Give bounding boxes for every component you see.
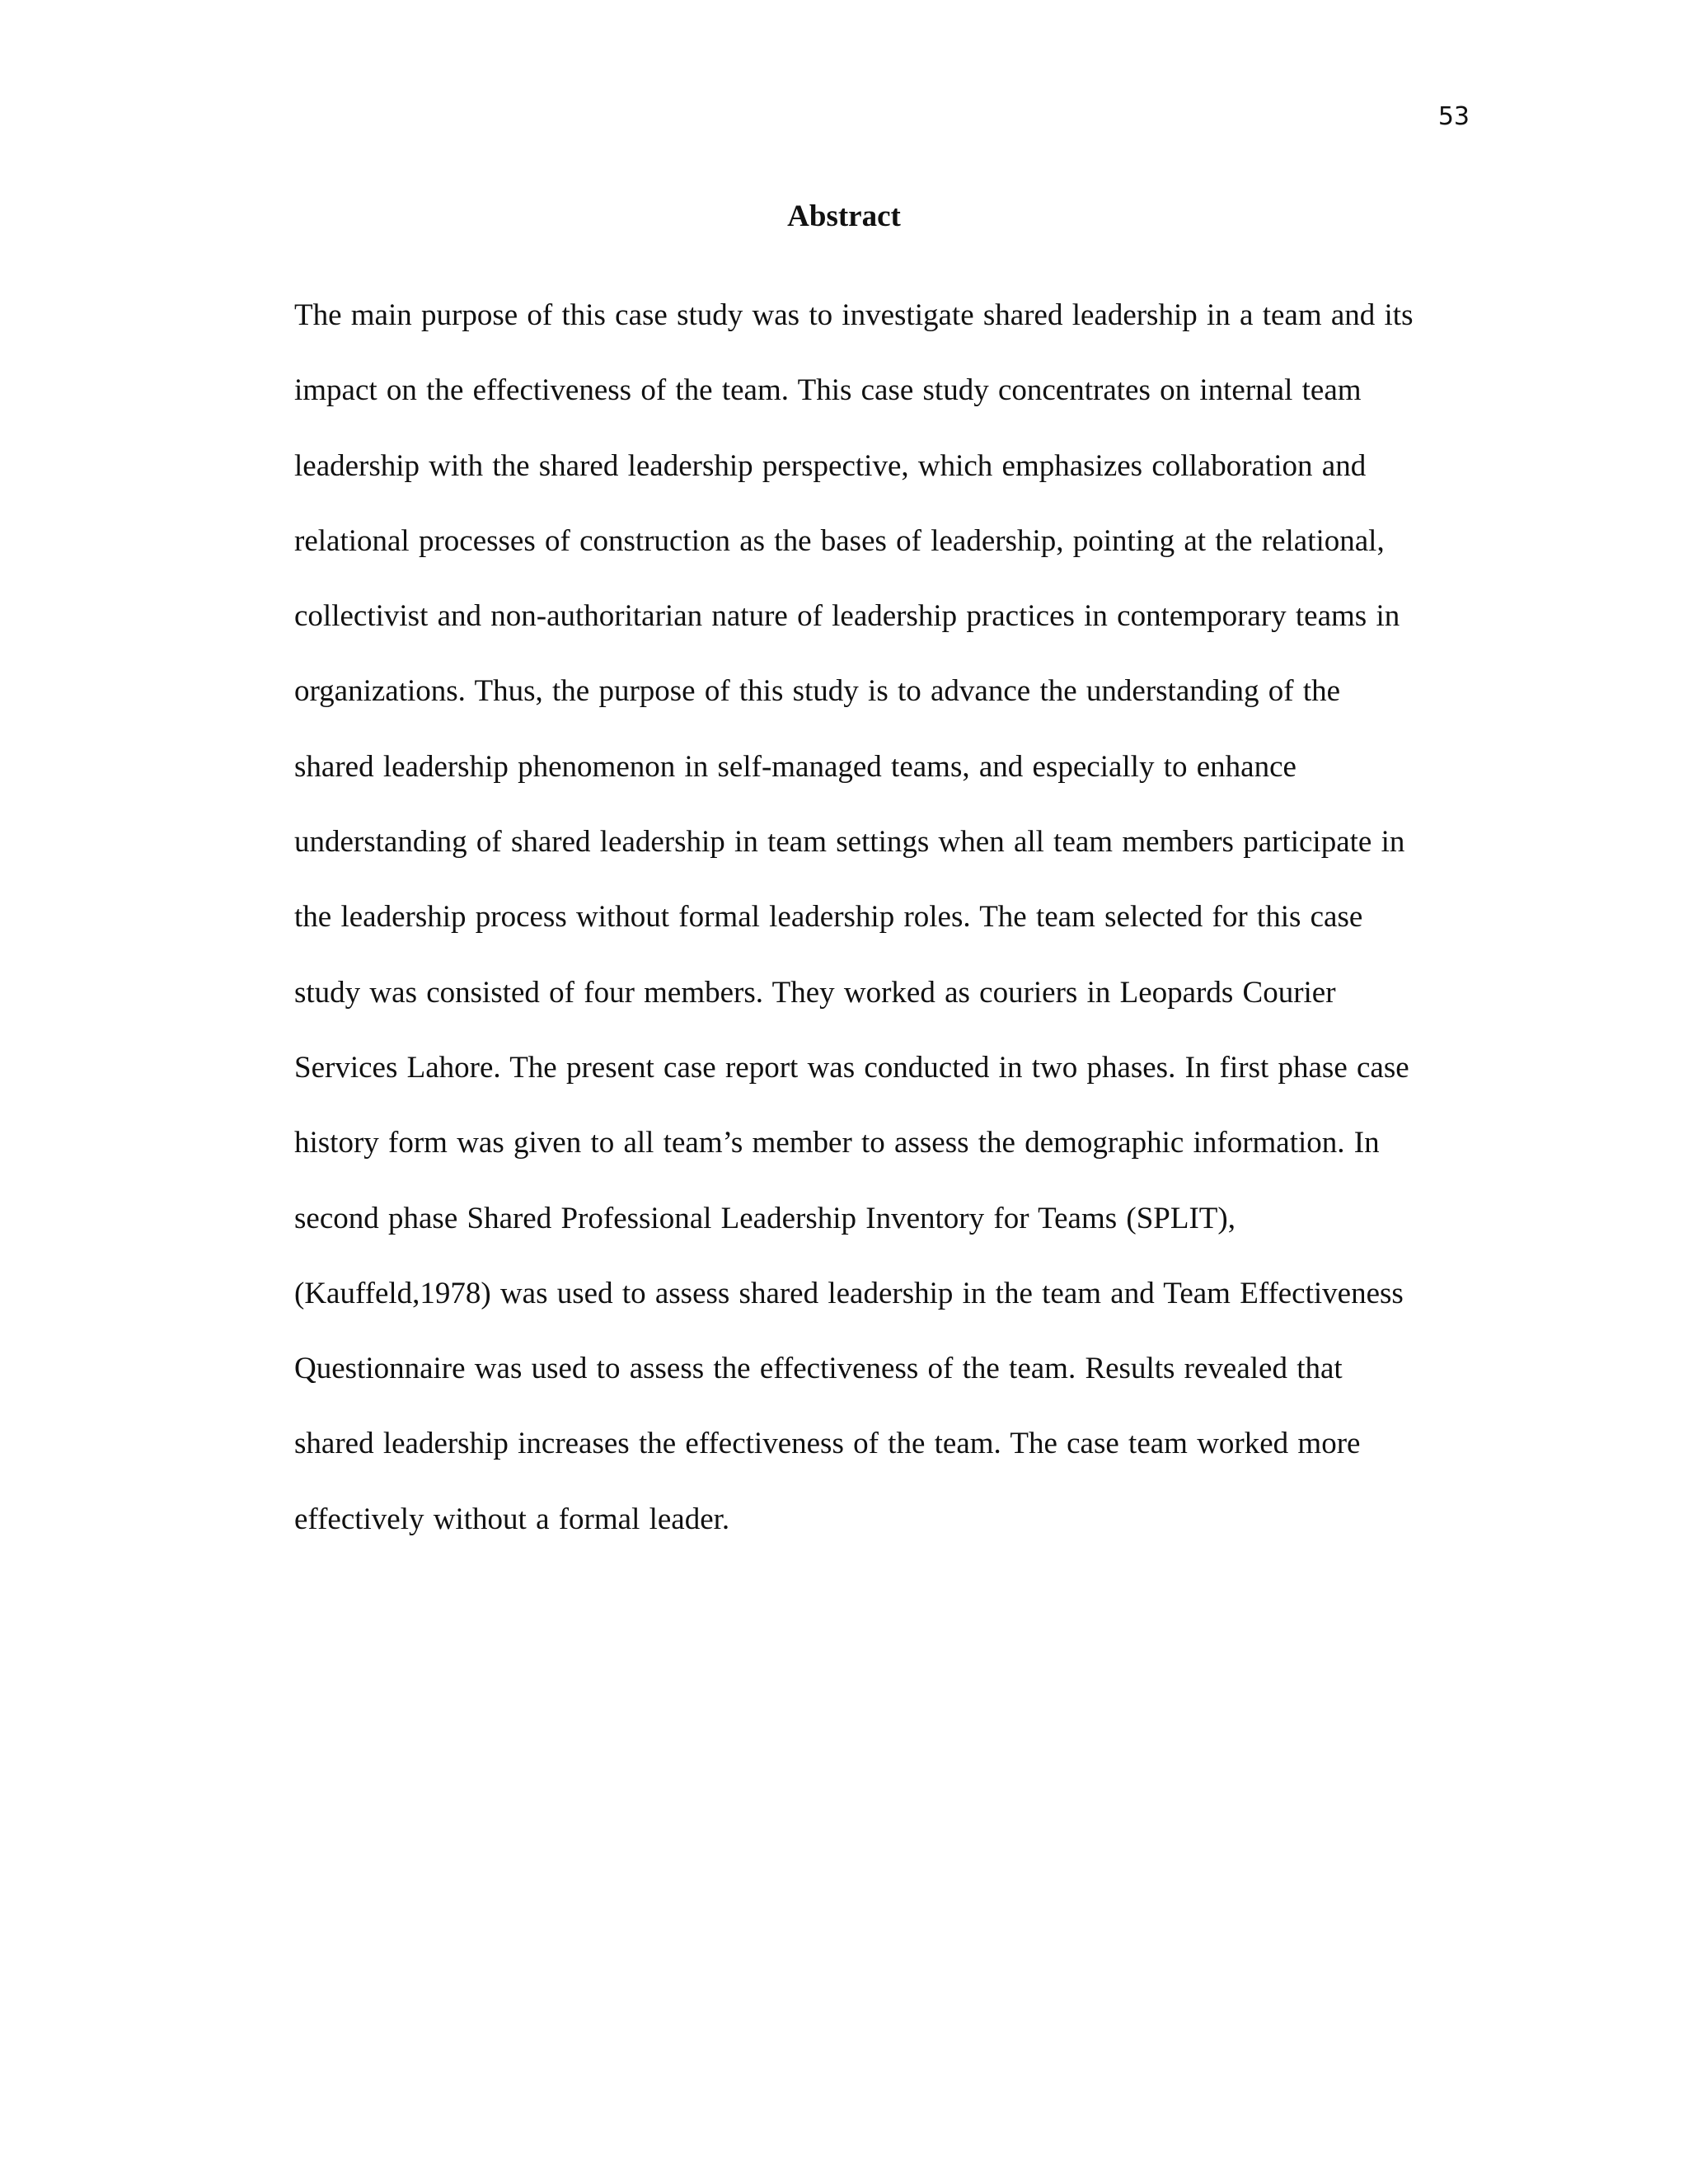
- abstract-line: second phase Shared Professional Leadership Inventory for Teams (SPLIT),: [294, 1201, 1236, 1235]
- page-number: 53: [1437, 102, 1470, 131]
- abstract-paragraph: [294, 295, 1481, 1574]
- abstract-line: effectively without a formal leader.: [294, 1502, 730, 1536]
- abstract-line: (Kauffeld,1978) was used to assess shared leadership in the team and Team Effectiveness: [294, 1276, 1404, 1310]
- abstract-line: organizations. Thus, the purpose of this study is to advance the understanding of the: [294, 674, 1341, 709]
- abstract-line: The main purpose of this case study was to investigate shared leadership in a team and its: [294, 298, 1414, 332]
- abstract-line: understanding of shared leadership in team settings when all team members participate in: [294, 825, 1405, 860]
- abstract-line: shared leadership increases the effectiveness of the team. The case team worked more: [294, 1427, 1361, 1461]
- abstract-line: relational processes of construction as the bases of leadership, pointing at the relational,: [294, 523, 1385, 558]
- abstract-line: history form was given to all team’s member to assess the demographic information. In: [294, 1126, 1380, 1160]
- abstract-line: Questionnaire was used to assess the effectiveness of the team. Results revealed that: [294, 1352, 1343, 1386]
- abstract-line: Services Lahore. The present case report was conducted in two phases. In first phase case: [294, 1050, 1409, 1085]
- abstract-line: impact on the effectiveness of the team. This case study concentrates on internal team: [294, 373, 1362, 408]
- abstract-line: study was consisted of four members. They worked as couriers in Leopards Courier: [294, 975, 1336, 1010]
- abstract-line: the leadership process without formal leadership roles. The team selected for this case: [294, 900, 1363, 935]
- abstract-line: leadership with the shared leadership perspective, which emphasizes collaboration and: [294, 448, 1367, 483]
- abstract-line: collectivist and non-authoritarian nature of leadership practices in contemporary teams in: [294, 599, 1400, 634]
- page-title: Abstract: [787, 199, 901, 233]
- abstract-line: shared leadership phenomenon in self-managed teams, and especially to enhance: [294, 749, 1296, 784]
